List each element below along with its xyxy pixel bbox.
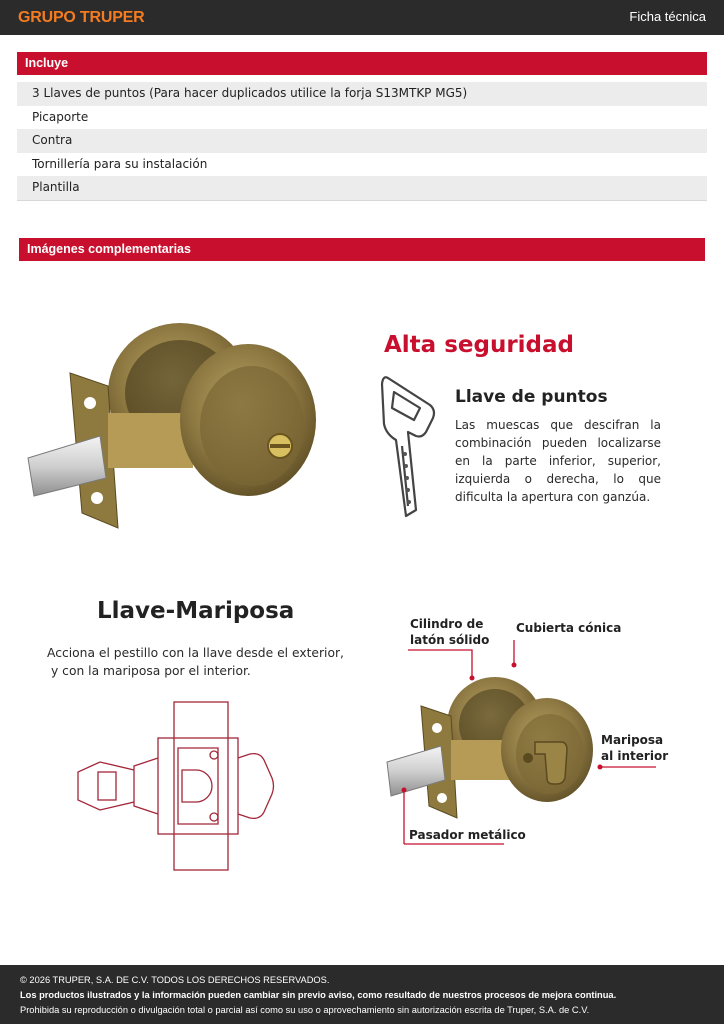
- callout-cover: Cubierta cónica: [516, 621, 622, 635]
- list-item: Tornillería para su instalación: [32, 156, 208, 171]
- butterfly-title: Llave-Mariposa: [97, 598, 295, 624]
- key-description: Las muescas que descifran la combinación pueden localizarse en la parte inferior, superior, izquierda o derecha, lo que dificulta la apertura con ganzúa.: [455, 418, 661, 504]
- callout-butterfly: Mariposa al interior: [601, 733, 669, 763]
- complementary-section-title: Imágenes complementarias: [19, 238, 705, 261]
- footer: [0, 965, 724, 1024]
- butterfly-text-line1: Acciona el pestillo con la llave desde el exterior,: [47, 646, 344, 660]
- includes-section-title: Incluye: [17, 52, 707, 75]
- list-item: Plantilla: [17, 176, 707, 200]
- butterfly-mechanism-diagram: [72, 700, 276, 872]
- includes-list: [17, 82, 707, 200]
- point-key-icon: [378, 370, 444, 520]
- footer-copyright: © 2026 TRUPER, S.A. DE C.V. TODOS LOS DERECHOS RESERVADOS.: [20, 975, 330, 985]
- security-headline: Alta seguridad: [384, 332, 575, 358]
- list-item: Contra: [17, 129, 707, 153]
- footer-prohibition: Prohibida su reproducción o divulgación total o parcial así como su uso o aprovechamiento sin autorización escrita de Truper, S.A. de C.V.: [20, 1005, 590, 1015]
- list-item: 3 Llaves de puntos (Para hacer duplicados utilice la forja S13MTKP MG5): [17, 82, 707, 106]
- divider: [17, 200, 707, 201]
- list-item: Picaporte: [32, 109, 89, 124]
- deadbolt-product-image: [20, 318, 320, 533]
- brand-logo: GRUPO TRUPER: [18, 9, 145, 26]
- callout-cylinder: Cilindro de latón sólido: [410, 617, 490, 647]
- key-title: Llave de puntos: [455, 387, 608, 407]
- butterfly-text-line2: y con la mariposa por el interior.: [51, 664, 251, 678]
- footer-notice: Los productos ilustrados y la información pueden cambiar sin previo aviso, como resultado de nuestros procesos de mejora continua.: [20, 990, 617, 1000]
- callout-bolt: Pasador metálico: [409, 828, 526, 842]
- top-bar: [0, 0, 724, 35]
- document-type: Ficha técnica: [629, 9, 706, 24]
